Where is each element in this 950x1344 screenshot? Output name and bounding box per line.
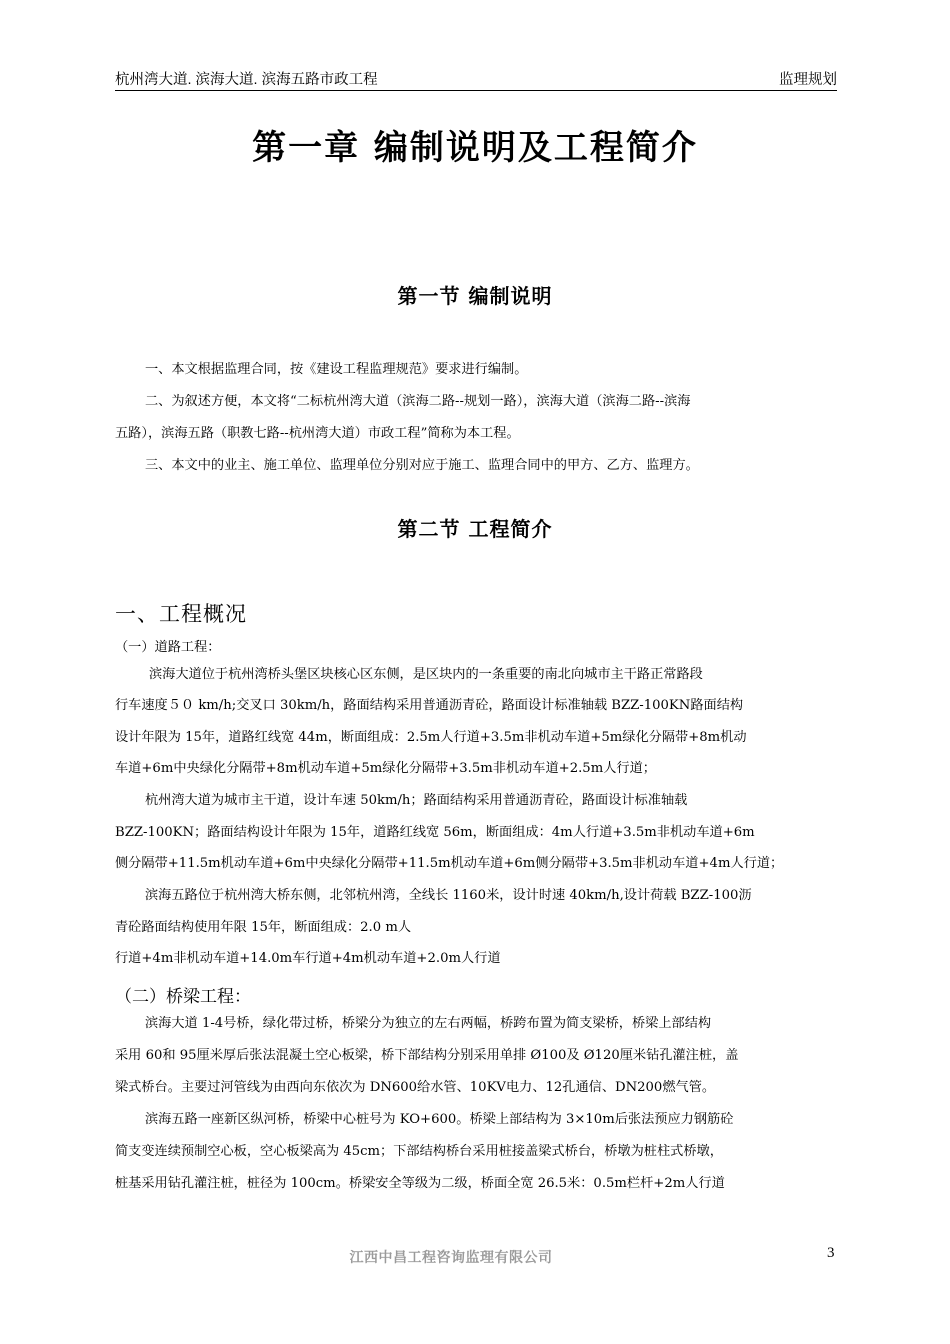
section-title-compilation: 第一节 编制说明 xyxy=(397,284,553,308)
footer-company-name: 江西中昌工程咨询监理有限公司 xyxy=(349,1250,553,1266)
paragraph-line: 一、本文根据监理合同，按《建设工程监理规范》要求进行编制。 xyxy=(145,362,528,377)
paragraph-line: 桩基采用钻孔灌注桩，桩径为 100cm。桥梁安全等级为二级，桥面全宽 26.5米：0.5m栏杆+2m人行道 xyxy=(115,1176,725,1191)
subheading-road-works: （一）道路工程： xyxy=(115,640,221,655)
chapter-title: 第一章 编制说明及工程简介 xyxy=(252,128,698,168)
paragraph-line: 三、本文中的业主、施工单位、监理单位分别对应于施工、监理合同中的甲方、乙方、监理方。 xyxy=(145,458,699,473)
paragraph-line: 设计年限为 15年，道路红线宽 44m，断面组成：2.5m人行道+3.5m非机动车道+5m绿化分隔带+8m机动 xyxy=(115,730,747,745)
heading-project-overview: 一、工程概况 xyxy=(115,602,247,626)
paragraph-line: 五路），滨海五路（职教七路--杭州湾大道）市政工程”简称为本工程。 xyxy=(115,426,520,441)
subheading-bridge-works: （二）桥梁工程： xyxy=(115,987,251,1007)
paragraph-line: 滨海五路一座新区纵河桥，桥梁中心桩号为 KO+600。桥梁上部结构为 3×10m后张法预应力钢筋砼 xyxy=(145,1112,734,1127)
paragraph-line: 杭州湾大道为城市主干道，设计车速 50km/h；路面结构采用普通沥青砼，路面设计标准轴载 xyxy=(145,793,688,808)
paragraph-line: 梁式桥台。主要过河管线为由西向东依次为 DN600给水管、10KV电力、12孔通信、DN200燃气管。 xyxy=(115,1080,716,1095)
header-project-title: 杭州湾大道. 滨海大道. 滨海五路市政工程 xyxy=(115,72,378,88)
paragraph-line: 行道+4m非机动车道+14.0m车行道+4m机动车道+2.0m人行道 xyxy=(115,951,501,966)
paragraph-line: 车道+6m中央绿化分隔带+8m机动车道+5m绿化分隔带+3.5m非机动车道+2.5m人行道； xyxy=(115,761,656,776)
page-header xyxy=(115,72,837,91)
paragraph-line: 青砼路面结构使用年限 15年，断面组成：2.0 m人 xyxy=(115,920,412,935)
header-doc-type: 监理规划 xyxy=(779,72,837,88)
paragraph-line: 二、为叙述方便，本文将“二标杭州湾大道（滨海二路--规划一路），滨海大道（滨海二路--滨海 xyxy=(145,394,691,409)
paragraph-line: BZZ-100KN；路面结构设计年限为 15年，道路红线宽 56m，断面组成：4m人行道+3.5m非机动车道+6m xyxy=(115,825,755,840)
section-title-overview: 第二节 工程简介 xyxy=(397,517,553,541)
paragraph-line: 行车速度５０ km/h;交叉口 30km/h，路面结构采用普通沥青砼，路面设计标准轴载 BZZ-100KN路面结构 xyxy=(115,698,744,713)
paragraph-line: 滨海大道 1-4号桥，绿化带过桥，桥梁分为独立的左右两幅，桥跨布置为简支梁桥，桥梁上部结构 xyxy=(145,1016,712,1031)
paragraph-line: 简支变连续预制空心板，空心板梁高为 45cm；下部结构桥台采用桩接盖梁式桥台，桥墩为桩柱式桥墩， xyxy=(115,1144,723,1159)
paragraph-line: 滨海五路位于杭州湾大桥东侧，北邻杭州湾，全线长 1160米，设计时速 40km/h,设计荷载 BZZ-100沥 xyxy=(145,888,752,903)
paragraph-line: 滨海大道位于杭州湾桥头堡区块核心区东侧，是区块内的一条重要的南北向城市主干路正常路段 xyxy=(149,667,703,682)
page-number: 3 xyxy=(827,1245,835,1261)
paragraph-line: 侧分隔带+11.5m机动车道+6m中央绿化分隔带+11.5m机动车道+6m侧分隔带+3.5m非机动车道+4m人行道； xyxy=(115,856,784,871)
paragraph-line: 采用 60和 95厘米厚后张法混凝土空心板梁，桥下部结构分别采用单排 Ø100及 Ø120厘米钻孔灌注桩，盖 xyxy=(115,1048,739,1063)
